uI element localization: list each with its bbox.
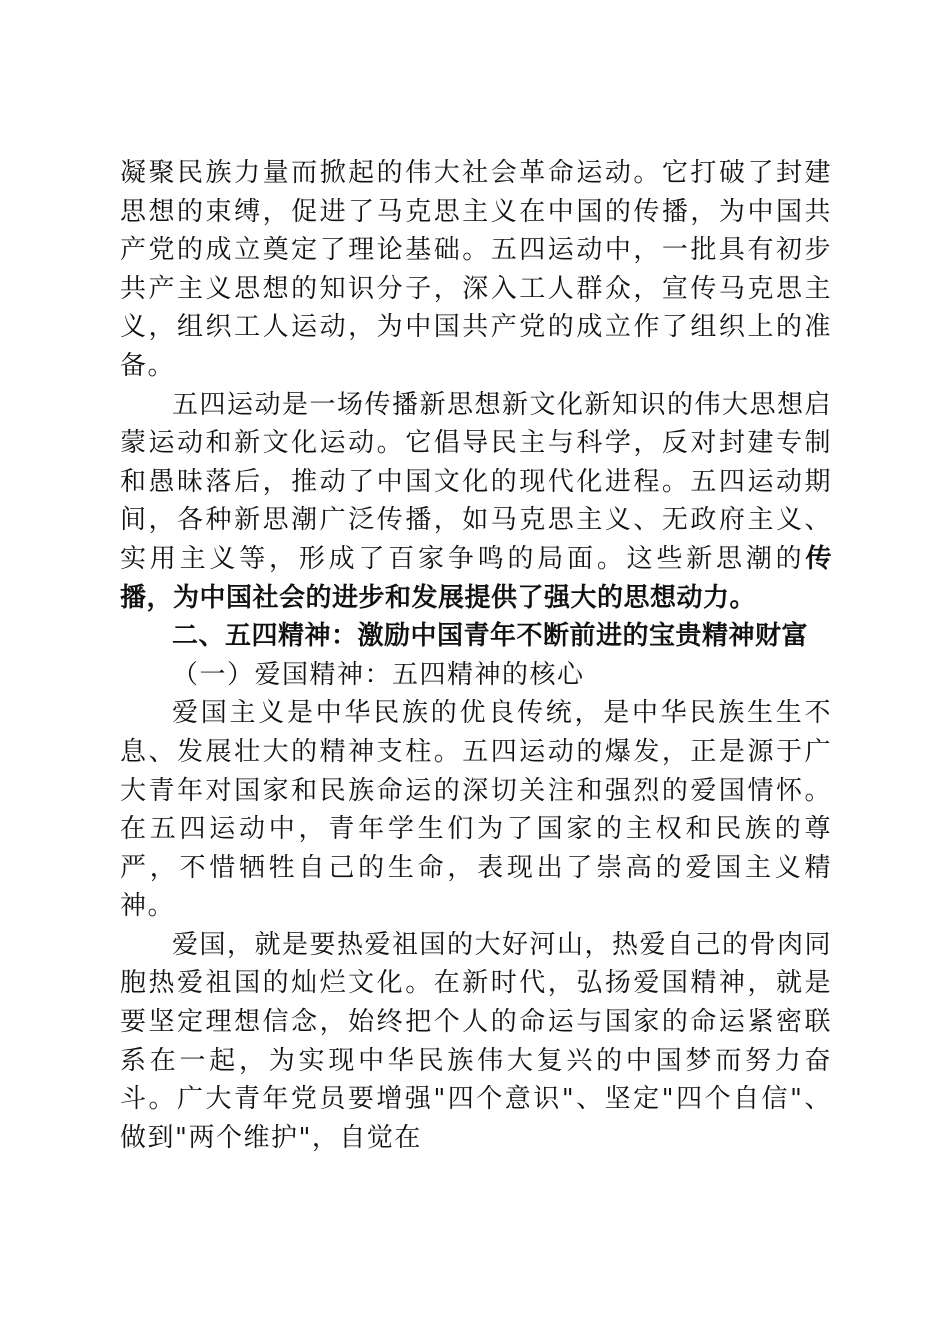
subsection-heading: （一）爱国精神：五四精神的核心 bbox=[172, 659, 585, 690]
paragraph-2 bbox=[120, 386, 832, 618]
paragraph-2-bold-text: 传播，为中国社会的进步和发展提供了强大的思想动力。 bbox=[120, 543, 832, 613]
document-page bbox=[120, 154, 832, 1157]
paragraph-4: 爱国，就是要热爱祖国的大好河山，热爱自己的骨肉同胞热爱祖国的灿烂文化。在新时代，弘扬爱国精神，就是要坚定理想信念，始终把个人的命运与国家的命运紧密联系在一起，为实现中华民族伟大复兴的中国梦而努力奋斗。广大青年党员要增强"四个意识"、坚定"四个自信"、做到"两个维护"，自觉在 bbox=[120, 929, 833, 1153]
paragraph-1: 凝聚民族力量而掀起的伟大社会革命运动。它打破了封建思想的束缚，促进了马克思主义在中国的传播，为中国共产党的成立奠定了理论基础。五四运动中，一批具有初步共产主义思想的知识分子，深入工人群众，宣传马克思主义，组织工人运动，为中国共产党的成立作了组织上的准备。 bbox=[120, 158, 832, 381]
paragraph-2-normal-text: 五四运动是一场传播新思想新文化新知识的伟大思想启蒙运动和新文化运动。它倡导民主与科学，反对封建专制和愚昧落后，推动了中国文化的现代化进程。五四运动期间，各种新思潮广泛传播，如马克思主义、无政府主义、实用主义等，形成了百家争鸣的局面。这些新思潮的 bbox=[120, 389, 833, 574]
paragraph-3: 爱国主义是中华民族的优良传统，是中华民族生生不息、发展壮大的精神支柱。五四运动的爆发，正是源于广大青年对国家和民族命运的深切关注和强烈的爱国情怀。在五四运动中，青年学生们为了国家的主权和民族的尊严，不惜牺牲自己的生命，表现出了崇高的爱国主义精神。 bbox=[120, 698, 832, 922]
section-heading: 二、五四精神：激励中国青年不断前进的宝贵精神财富 bbox=[172, 621, 809, 652]
